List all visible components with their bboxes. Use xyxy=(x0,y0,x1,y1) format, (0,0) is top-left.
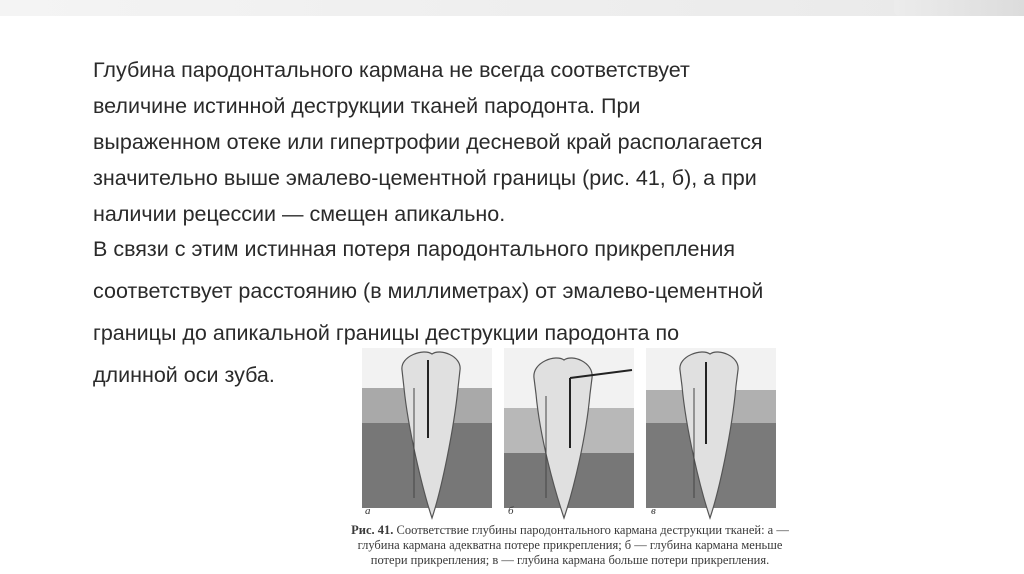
tooth-panel-b xyxy=(504,348,634,518)
figure-letter-b: б xyxy=(508,505,514,517)
paragraph-attachment-loss: В связи с этим истинная потеря пародонтального прикрепления соответствует расстоянию (в миллиметрах) от эмалево-цементной границы до апикальной границы деструкции пародонта по длинной оси зуба. xyxy=(93,237,764,387)
figure-tooth-illustrations xyxy=(362,348,786,530)
slide-top-bar xyxy=(0,0,1024,16)
figure-caption-text: Соответствие глубины пародонтального кармана деструкции тканей: а — глубина кармана адекватна потере прикрепления; б — глубина кармана меньше потери прикрепления; в — глубина кармана больше потери прикрепления. xyxy=(357,523,789,567)
figure-caption-label: Рис. 41. xyxy=(351,523,394,537)
figure-letter-a: а xyxy=(365,505,371,517)
slide-corner-decoration xyxy=(894,0,1024,16)
tooth-panel-a xyxy=(362,348,492,518)
paragraph-pocket-depth: Глубина пародонтального кармана не всегда соответствует величине истинной деструкции тканей пародонта. При выраженном отеке или гипертрофии десневой край располагается значительно выше эмалево-цементной границы (рис. 41, б), а при наличии рецессии — смещен апикально. xyxy=(93,58,763,226)
tooth-panel-c xyxy=(646,348,776,518)
figure-letter-v: в xyxy=(651,505,656,517)
figure-caption xyxy=(350,523,790,568)
